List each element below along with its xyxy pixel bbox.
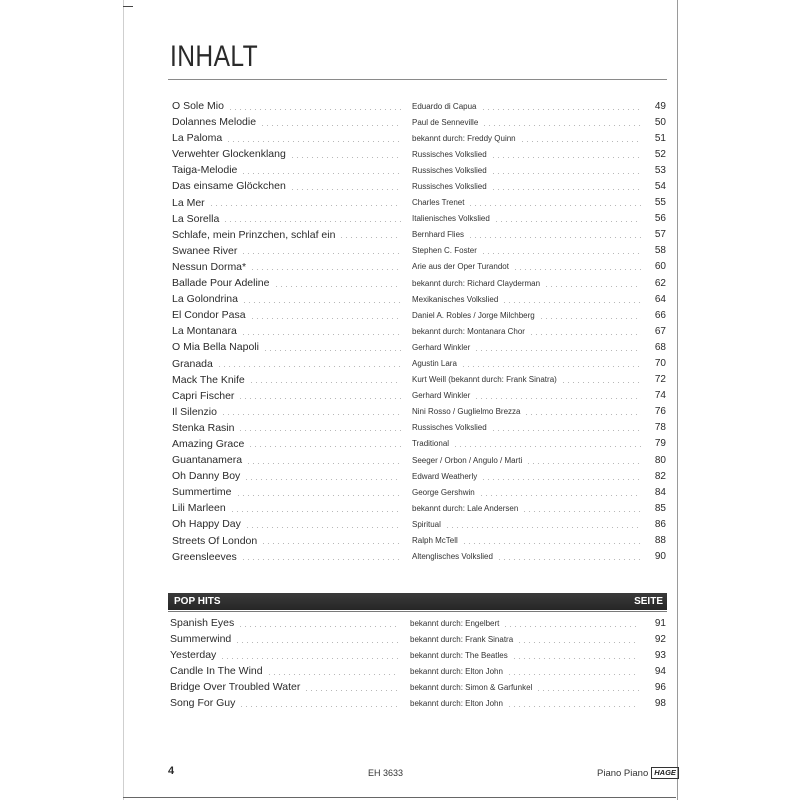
- toc-row: [172, 533, 666, 549]
- page-number: 52: [654, 148, 666, 160]
- composer-cell: [412, 275, 647, 291]
- song-title: Amazing Grace: [172, 437, 245, 450]
- song-title: Verwehter Glockenklang: [172, 148, 286, 161]
- song-title: Capri Fischer: [172, 389, 235, 402]
- song-cell: [172, 275, 407, 291]
- composer-credit: Altenglisches Volkslied: [412, 552, 493, 562]
- toc-row: [172, 307, 666, 323]
- leader-dots: [512, 658, 639, 659]
- leader-dots: [263, 350, 401, 351]
- leader-dots: [461, 366, 641, 367]
- page-number: 86: [654, 518, 666, 530]
- leader-dots: [250, 318, 401, 319]
- page-number: 50: [654, 116, 666, 128]
- page-number: 96: [654, 681, 666, 693]
- composer-cell: [412, 307, 647, 323]
- song-cell: [172, 404, 407, 420]
- leader-dots: [223, 221, 401, 222]
- song-title: Summertime: [172, 486, 232, 499]
- toc-row: [172, 98, 666, 114]
- song-cell: [172, 356, 407, 372]
- leader-dots: [561, 382, 641, 383]
- song-title: Streets Of London: [172, 534, 258, 547]
- composer-cell: [410, 679, 645, 695]
- page-number: 74: [654, 390, 666, 402]
- composer-cell: [410, 615, 645, 631]
- toc-row: [172, 420, 666, 436]
- song-cell: [172, 372, 407, 388]
- song-title: Swanee River: [172, 244, 238, 257]
- composer-credit: Kurt Weill (bekannt durch: Frank Sinatra): [412, 375, 557, 385]
- composer-credit: Italienisches Volkslied: [412, 214, 490, 224]
- composer-credit: bekannt durch: Elton John: [410, 666, 503, 676]
- pop-hits-title: POP HITS: [174, 596, 221, 607]
- toc-row: [172, 388, 666, 404]
- composer-credit: bekannt durch: Frank Sinatra: [410, 634, 514, 644]
- composer-cell: [412, 420, 647, 436]
- composer-credit: Gerhard Winkler: [412, 342, 471, 352]
- song-title: La Mer: [172, 196, 205, 209]
- leader-dots: [507, 706, 639, 707]
- page-number: 88: [654, 535, 666, 547]
- song-title: Greensleeves: [172, 550, 237, 563]
- composer-cell: [412, 178, 647, 194]
- song-title: Bridge Over Troubled Water: [170, 681, 301, 694]
- leader-dots: [238, 398, 401, 399]
- toc-row: [170, 663, 666, 679]
- song-cell: [172, 500, 407, 516]
- page-bottom-edge: [123, 797, 676, 798]
- leader-dots: [235, 642, 399, 643]
- composer-credit: Arie aus der Oper Turandot: [412, 262, 509, 272]
- composer-cell: [412, 259, 647, 275]
- leader-dots: [502, 302, 641, 303]
- composer-cell: [412, 356, 647, 372]
- song-cell: [170, 663, 405, 679]
- footer-page-number: 4: [168, 765, 175, 777]
- leader-dots: [241, 334, 401, 335]
- leader-dots: [290, 157, 401, 158]
- composer-credit: Russisches Volkslied: [412, 149, 487, 159]
- song-cell: [170, 695, 405, 711]
- composer-cell: [412, 130, 647, 146]
- song-cell: [172, 162, 407, 178]
- song-cell: [172, 533, 407, 549]
- page-number: 91: [654, 617, 666, 629]
- leader-dots: [503, 626, 639, 627]
- composer-credit: bekannt durch: Lale Andersen: [412, 503, 519, 513]
- leader-dots: [241, 173, 401, 174]
- toc-row: [172, 516, 666, 532]
- toc-row: [170, 679, 666, 695]
- leader-dots: [539, 318, 641, 319]
- song-title: Il Silenzio: [172, 405, 217, 418]
- toc-row: [172, 452, 666, 468]
- page-number: 66: [654, 309, 666, 321]
- composer-cell: [410, 695, 645, 711]
- composer-credit: Nini Rosso / Guglielmo Brezza: [412, 407, 521, 417]
- leader-dots: [339, 237, 401, 238]
- page-number: 51: [654, 132, 666, 144]
- page-title: INHALT: [170, 40, 259, 73]
- song-cell: [172, 388, 407, 404]
- leader-dots: [522, 511, 641, 512]
- song-cell: [170, 679, 405, 695]
- song-title: Dolannes Melodie: [172, 116, 257, 129]
- leader-dots: [468, 237, 641, 238]
- song-title: Taiga-Melodie: [172, 164, 238, 177]
- song-cell: [172, 307, 407, 323]
- song-cell: [172, 146, 407, 162]
- toc-row: [172, 404, 666, 420]
- leader-dots: [250, 269, 401, 270]
- contents-list: [172, 98, 666, 565]
- leader-dots: [209, 205, 401, 206]
- composer-credit: Daniel A. Robles / Jorge Milchberg: [412, 310, 535, 320]
- page-number: 78: [654, 422, 666, 434]
- composer-credit: Russisches Volkslied: [412, 165, 487, 175]
- composer-cell: [412, 533, 647, 549]
- page-number: 79: [654, 438, 666, 450]
- song-cell: [172, 516, 407, 532]
- page-number: 85: [654, 502, 666, 514]
- page-number: 49: [654, 100, 666, 112]
- song-title: Granada: [172, 357, 213, 370]
- leader-dots: [526, 463, 641, 464]
- composer-cell: [412, 98, 647, 114]
- song-title: Yesterday: [170, 649, 217, 662]
- leader-dots: [246, 463, 401, 464]
- song-cell: [172, 452, 407, 468]
- page-number: 68: [654, 341, 666, 353]
- song-title: Oh Danny Boy: [172, 470, 241, 483]
- composer-credit: bekannt durch: The Beatles: [410, 650, 508, 660]
- composer-credit: bekannt durch: Engelbert: [410, 618, 500, 628]
- page-number: 57: [654, 229, 666, 241]
- song-title: Schlafe, mein Prinzchen, schlaf ein: [172, 228, 336, 241]
- composer-cell: [412, 243, 647, 259]
- page-number: 80: [654, 454, 666, 466]
- song-cell: [172, 98, 407, 114]
- composer-cell: [412, 323, 647, 339]
- leader-dots: [474, 350, 641, 351]
- composer-cell: [412, 549, 647, 565]
- leader-dots: [468, 205, 641, 206]
- page-number: 84: [654, 486, 666, 498]
- leader-dots: [453, 446, 641, 447]
- leader-dots: [491, 189, 641, 190]
- toc-row: [172, 484, 666, 500]
- footer-edition-code: EH 3633: [368, 768, 404, 778]
- song-cell: [172, 549, 407, 565]
- composer-cell: [412, 339, 647, 355]
- composer-credit: Gerhard Winkler: [412, 391, 471, 401]
- leader-dots: [238, 430, 401, 431]
- page-number: 64: [654, 293, 666, 305]
- song-title: Song For Guy: [170, 697, 236, 710]
- song-cell: [172, 468, 407, 484]
- composer-cell: [410, 663, 645, 679]
- leader-dots: [228, 109, 401, 110]
- toc-row: [172, 291, 666, 307]
- leader-dots: [242, 302, 401, 303]
- page-number: 56: [654, 213, 666, 225]
- leader-dots: [481, 109, 642, 110]
- leader-dots: [507, 674, 639, 675]
- leader-dots: [494, 221, 641, 222]
- footer-series: Piano Piano: [597, 767, 649, 779]
- song-cell: [172, 436, 407, 452]
- leader-dots: [230, 511, 401, 512]
- song-title: La Montanara: [172, 325, 237, 338]
- song-cell: [172, 323, 407, 339]
- leader-dots: [260, 125, 401, 126]
- composer-credit: bekannt durch: Montanara Chor: [412, 326, 525, 336]
- leader-dots: [520, 141, 641, 142]
- toc-row: [170, 615, 666, 631]
- toc-row: [170, 647, 666, 663]
- song-cell: [172, 291, 407, 307]
- composer-credit: Seeger / Orbon / Angulo / Marti: [412, 455, 523, 465]
- leader-dots: [524, 414, 641, 415]
- toc-row: [170, 631, 666, 647]
- leader-dots: [474, 398, 641, 399]
- crop-mark: [123, 0, 133, 7]
- leader-dots: [481, 253, 641, 254]
- composer-cell: [412, 162, 647, 178]
- page-number: 53: [654, 164, 666, 176]
- toc-row: [172, 339, 666, 355]
- composer-credit: Traditional: [412, 439, 450, 449]
- leader-dots: [529, 334, 641, 335]
- leader-dots: [491, 430, 641, 431]
- toc-row: [172, 436, 666, 452]
- composer-credit: Spiritual: [412, 519, 441, 529]
- leader-dots: [236, 495, 401, 496]
- song-title: Nessun Dorma*: [172, 260, 247, 273]
- leader-dots: [517, 642, 639, 643]
- song-title: O Sole Mio: [172, 100, 224, 112]
- composer-credit: Agustin Lara: [412, 359, 457, 368]
- composer-credit: Charles Trenet: [412, 198, 465, 208]
- toc-row: [172, 500, 666, 516]
- song-title: O Mia Bella Napoli: [172, 341, 259, 354]
- song-cell: [172, 114, 407, 130]
- song-title: El Condor Pasa: [172, 309, 246, 322]
- pop-hits-header: [168, 593, 667, 610]
- toc-row: [172, 195, 666, 211]
- leader-dots: [491, 173, 641, 174]
- toc-row: [170, 695, 666, 711]
- toc-row: [172, 114, 666, 130]
- leader-dots: [445, 527, 641, 528]
- composer-cell: [412, 500, 647, 516]
- leader-dots: [479, 495, 641, 496]
- leader-dots: [238, 626, 399, 627]
- song-title: Mack The Knife: [172, 373, 245, 386]
- leader-dots: [226, 141, 401, 142]
- leader-dots: [536, 690, 639, 691]
- song-title: Oh Happy Day: [172, 518, 241, 531]
- title-rule: [168, 79, 667, 80]
- page-number: 62: [654, 277, 666, 289]
- page-number: 82: [654, 470, 666, 482]
- page-number: 76: [654, 406, 666, 418]
- page-number: 98: [654, 697, 666, 709]
- publisher-logo: HAGE: [651, 767, 679, 779]
- song-title: La Sorella: [172, 212, 220, 225]
- composer-cell: [412, 484, 647, 500]
- pop-hits-list: [170, 615, 666, 712]
- page-column-label: SEITE: [634, 596, 663, 607]
- leader-dots: [274, 286, 402, 287]
- leader-dots: [249, 382, 401, 383]
- composer-cell: [412, 516, 647, 532]
- composer-credit: Ralph McTell: [412, 536, 458, 546]
- leader-dots: [241, 253, 401, 254]
- song-title: Ballade Pour Adeline: [172, 277, 270, 290]
- leader-dots: [304, 690, 399, 691]
- song-cell: [172, 178, 407, 194]
- leader-dots: [267, 674, 399, 675]
- page-number: 60: [654, 261, 666, 273]
- leader-dots: [239, 706, 399, 707]
- toc-row: [172, 356, 666, 372]
- page-number: 94: [654, 665, 666, 677]
- song-cell: [172, 227, 407, 243]
- composer-cell: [412, 211, 647, 227]
- composer-cell: [410, 647, 645, 663]
- toc-row: [172, 211, 666, 227]
- leader-dots: [497, 559, 641, 560]
- song-title: Das einsame Glöckchen: [172, 180, 286, 193]
- leader-dots: [482, 125, 641, 126]
- page-number: 93: [654, 649, 666, 661]
- toc-row: [172, 178, 666, 194]
- toc-row: [172, 259, 666, 275]
- toc-row: [172, 323, 666, 339]
- song-cell: [172, 420, 407, 436]
- composer-credit: Bernhard Flies: [412, 230, 465, 240]
- page-number: 70: [654, 358, 666, 369]
- song-title: Candle In The Wind: [170, 665, 263, 678]
- composer-credit: bekannt durch: Simon & Garfunkel: [410, 682, 533, 692]
- song-cell: [170, 647, 405, 663]
- leader-dots: [244, 479, 401, 480]
- page-number: 58: [654, 245, 666, 257]
- song-title: Guantanamera: [172, 454, 243, 467]
- composer-cell: [412, 404, 647, 420]
- song-title: Lili Marleen: [172, 502, 226, 515]
- song-title: La Paloma: [172, 132, 223, 145]
- footer-brand: [597, 767, 679, 779]
- page-number: 67: [654, 325, 666, 337]
- composer-credit: Paul de Senneville: [412, 117, 479, 127]
- leader-dots: [544, 286, 641, 287]
- page-number: 90: [654, 551, 666, 563]
- composer-cell: [412, 195, 647, 211]
- composer-credit: Eduardo di Capua: [412, 101, 477, 111]
- composer-cell: [412, 146, 647, 162]
- composer-cell: [410, 631, 645, 647]
- song-cell: [170, 631, 405, 647]
- leader-dots: [241, 559, 401, 560]
- leader-dots: [491, 157, 641, 158]
- toc-row: [172, 275, 666, 291]
- toc-row: [172, 549, 666, 565]
- song-cell: [172, 259, 407, 275]
- song-cell: [172, 339, 407, 355]
- composer-cell: [412, 227, 647, 243]
- composer-credit: Mexikanisches Volkslied: [412, 294, 499, 304]
- toc-row: [172, 468, 666, 484]
- composer-credit: Russisches Volkslied: [412, 423, 487, 433]
- composer-cell: [412, 372, 647, 388]
- composer-cell: [412, 291, 647, 307]
- toc-row: [172, 372, 666, 388]
- leader-dots: [217, 366, 401, 367]
- leader-dots: [248, 446, 401, 447]
- page-number: 72: [654, 374, 666, 386]
- composer-cell: [412, 114, 647, 130]
- toc-row: [172, 130, 666, 146]
- leader-dots: [481, 479, 641, 480]
- page-number: 92: [654, 633, 666, 645]
- composer-cell: [412, 436, 647, 452]
- leader-dots: [221, 414, 401, 415]
- leader-dots: [220, 658, 399, 659]
- composer-cell: [412, 468, 647, 484]
- toc-row: [172, 243, 666, 259]
- toc-row: [172, 146, 666, 162]
- composer-credit: bekannt durch: Freddy Quinn: [412, 133, 516, 143]
- leader-dots: [245, 527, 401, 528]
- song-cell: [172, 484, 407, 500]
- section-rule: [168, 611, 667, 612]
- composer-cell: [412, 388, 647, 404]
- composer-credit: bekannt durch: Elton John: [410, 698, 503, 708]
- leader-dots: [261, 543, 401, 544]
- page-number: 55: [654, 197, 666, 209]
- song-title: Summerwind: [170, 633, 232, 646]
- composer-credit: George Gershwin: [412, 487, 475, 497]
- toc-row: [172, 227, 666, 243]
- leader-dots: [290, 189, 401, 190]
- song-cell: [172, 130, 407, 146]
- song-cell: [172, 243, 407, 259]
- composer-cell: [412, 452, 647, 468]
- composer-credit: Stephen C. Foster: [412, 246, 477, 256]
- toc-row: [172, 162, 666, 178]
- song-title: Stenka Rasin: [172, 421, 235, 434]
- leader-dots: [513, 269, 641, 270]
- composer-credit: Russisches Volkslied: [412, 181, 487, 191]
- composer-credit: Edward Weatherly: [412, 471, 478, 481]
- song-title: La Golondrina: [172, 293, 238, 306]
- song-cell: [172, 211, 407, 227]
- composer-credit: bekannt durch: Richard Clayderman: [412, 278, 541, 288]
- song-cell: [170, 615, 405, 631]
- song-cell: [172, 195, 407, 211]
- page-number: 54: [654, 180, 666, 192]
- leader-dots: [462, 543, 641, 544]
- song-title: Spanish Eyes: [170, 617, 235, 629]
